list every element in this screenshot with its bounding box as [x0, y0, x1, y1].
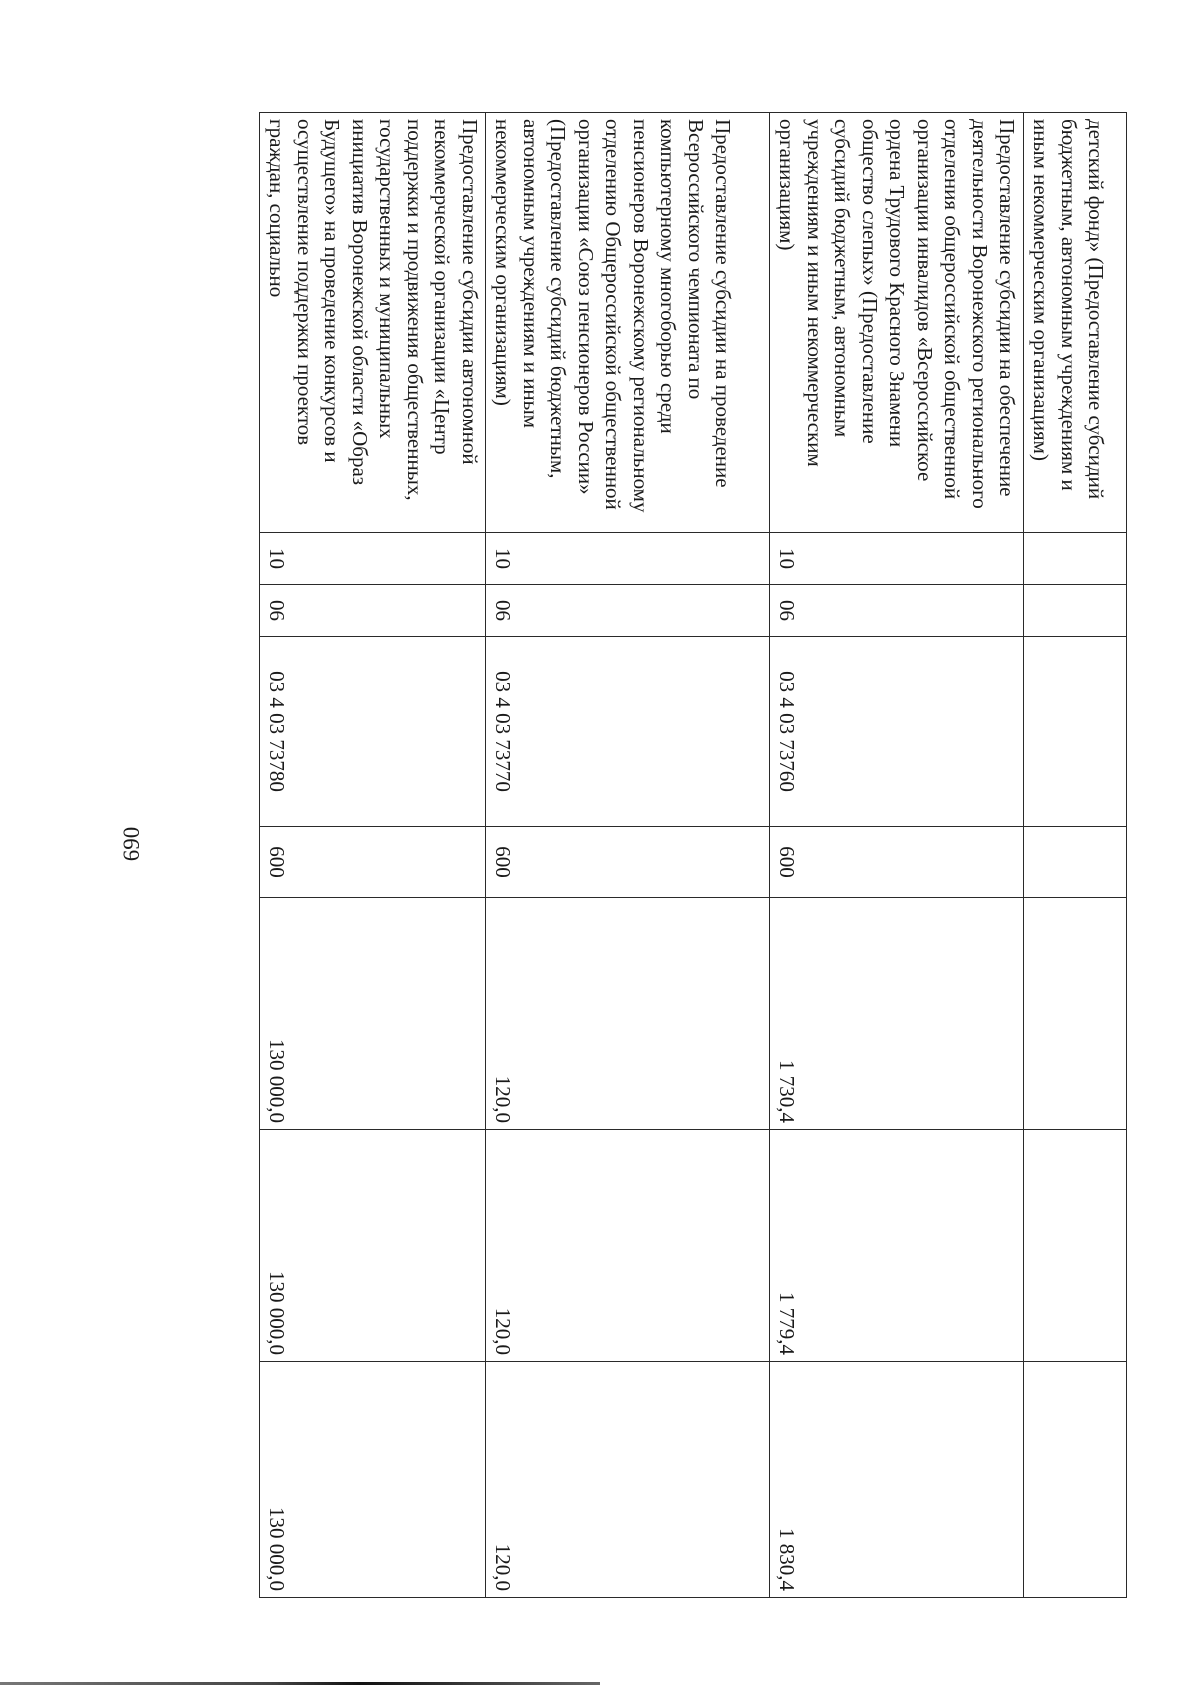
cell-section: 10 [770, 533, 1024, 585]
cell-amount-2 [1024, 1130, 1127, 1362]
cell-expense-type: 600 [486, 827, 770, 898]
cell-amount-3 [1024, 1362, 1127, 1598]
cell-amount-1: 120,0 [486, 898, 770, 1130]
cell-expense-type: 600 [770, 827, 1024, 898]
cell-expense-type [1024, 827, 1127, 898]
scan-edge-line [0, 1682, 600, 1685]
cell-section: 10 [486, 533, 770, 585]
cell-subsection: 06 [770, 585, 1024, 637]
cell-amount-1 [1024, 898, 1127, 1130]
cell-target-article: 03 4 03 73760 [770, 637, 1024, 827]
table-row [770, 113, 1024, 1598]
cell-amount-3: 130 000,0 [260, 1362, 486, 1598]
cell-subsection: 06 [486, 585, 770, 637]
cell-amount-2: 130 000,0 [260, 1130, 486, 1362]
table-row [486, 113, 770, 1598]
row-description: детский фонд» (Предоставление субсидий бюджетным, автономным учреждениям и иным некоммерческим организациям) [1024, 113, 1127, 533]
row-description: Предоставление субсидии автономной некоммерческой организации «Центр поддержки и продвижения общественных, государственных и муниципальных инициатив Воронежской области «Образ Будущего» на проведение конкурсов и осуществление поддержки проектов граждан, социально [260, 113, 486, 533]
cell-amount-2: 1 779,4 [770, 1130, 1024, 1362]
cell-subsection [1024, 585, 1127, 637]
cell-amount-3: 120,0 [486, 1362, 770, 1598]
cell-subsection: 06 [260, 585, 486, 637]
cell-target-article [1024, 637, 1127, 827]
budget-table-rotated [207, 112, 1127, 1597]
page-number: 690 [119, 826, 144, 862]
cell-amount-1: 130 000,0 [260, 898, 486, 1130]
cell-section: 10 [260, 533, 486, 585]
row-description: Предоставление субсидии на обеспечение деятельности Воронежского регионального отделения общероссийской общественной организации инвалидов «Всероссийское ордена Трудового Красного Знамени общество слепых» (Предоставление субсидий бюджетным, автономным учреждениям и иным некоммерческим организациям) [770, 113, 1024, 533]
row-description: Предоставление субсидии на проведение Всероссийского чемпионата по компьютерному многоборью среди пенсионеров Воронежскому региональному отделению Общероссийской общественной организации «Союз пенсионеров России» (Предоставление субсидий бюджетным, автономным учреждениям и иным некоммерческим организациям) [486, 113, 770, 533]
cell-expense-type: 600 [260, 827, 486, 898]
cell-amount-2: 120,0 [486, 1130, 770, 1362]
table-row [1024, 113, 1127, 1598]
table-row [260, 113, 486, 1598]
budget-table [259, 112, 1127, 1598]
cell-amount-3: 1 830,4 [770, 1362, 1024, 1598]
cell-target-article: 03 4 03 73770 [486, 637, 770, 827]
cell-section [1024, 533, 1127, 585]
cell-target-article: 03 4 03 73780 [260, 637, 486, 827]
cell-amount-1: 1 730,4 [770, 898, 1024, 1130]
